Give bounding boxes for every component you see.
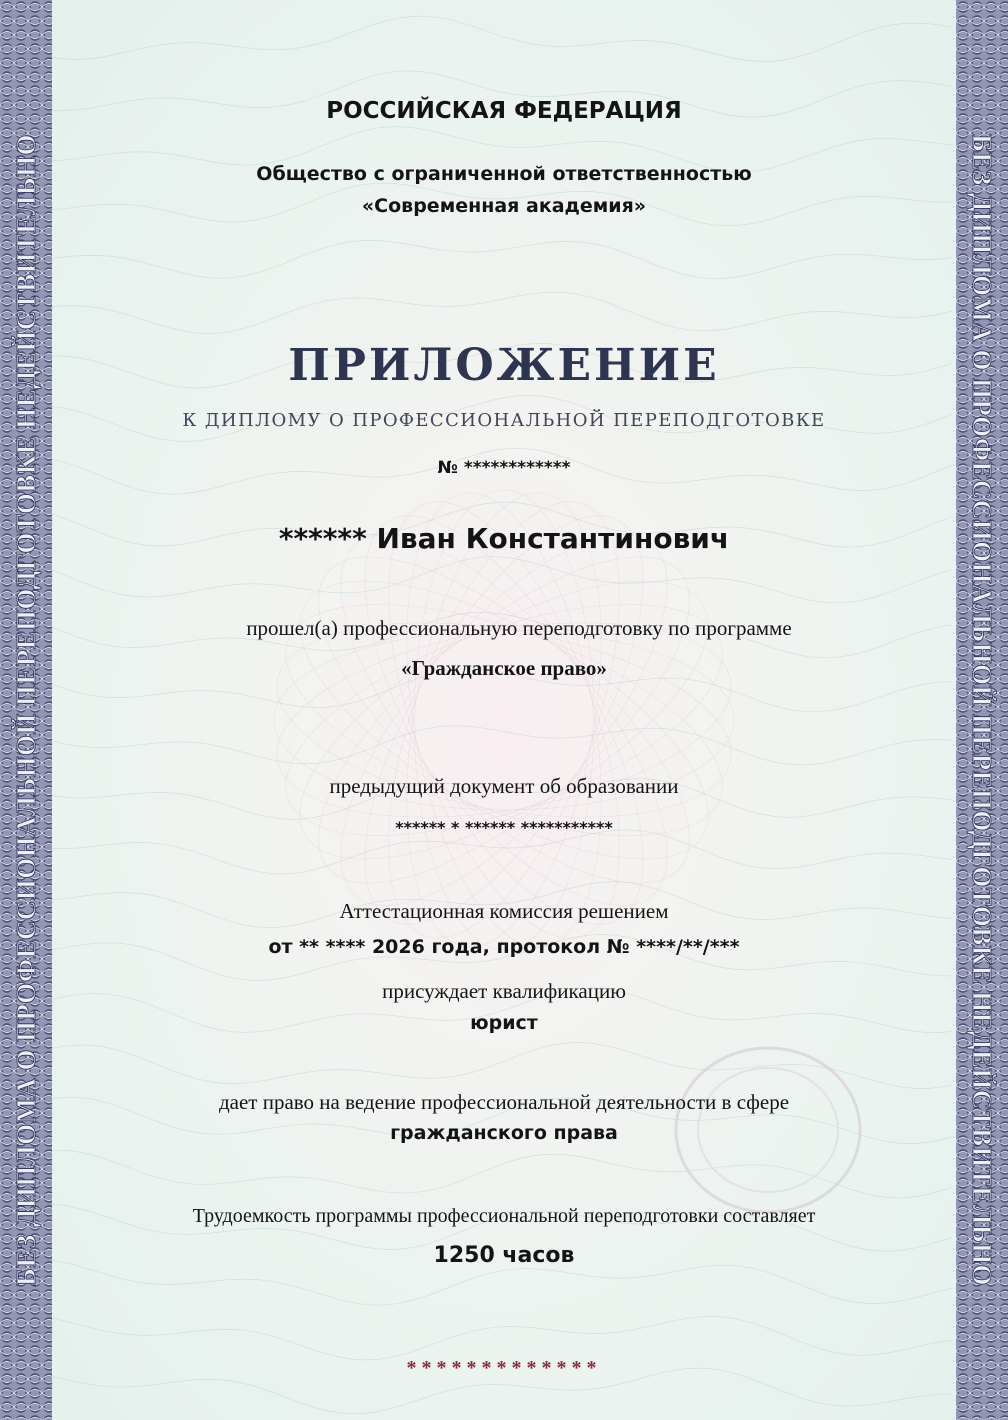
previous-document-label: предыдущий документ об образовании	[329, 774, 679, 798]
program-name: «Гражданское право»	[401, 656, 607, 680]
previous-document-value: ****** * ****** ***********	[395, 818, 613, 837]
guilloche-wave	[52, 557, 952, 603]
guilloche-wave	[52, 292, 952, 333]
organization-line-2: «Современная академия»	[361, 195, 647, 217]
right-to-practice-text: дает право на ведение профессиональной деятельности в сфере	[218, 1090, 790, 1114]
qualification-text: присуждает квалификацию	[382, 979, 626, 1003]
rosette-loop	[414, 490, 594, 950]
country-heading: РОССИЙСКАЯ ФЕДЕРАЦИЯ	[326, 98, 682, 124]
completed-text: прошел(а) профессиональную переподготовку по программе	[246, 616, 792, 640]
program-hours-text: Трудоемкость программы профессиональной переподготовки составляет	[192, 1205, 816, 1227]
guilloche-wave	[52, 16, 952, 61]
program-hours-value: 1250 часов	[433, 1243, 575, 1268]
rosette-loop	[287, 486, 721, 954]
left-border-text: БЕЗ ДИПЛОМА О ПРОФЕССИОНАЛЬНОЙ ПЕРЕПОДГОТОВКЕ НЕДЕЙСТВИТЕЛЬНО	[10, 134, 41, 1286]
guilloche-wave	[52, 1316, 952, 1360]
right-border-text: БЕЗ ДИПЛОМА О ПРОФЕССИОНАЛЬНОЙ ПЕРЕПОДГОТОВКЕ НЕДЕЙСТВИТЕЛЬНО	[967, 134, 998, 1286]
rosette-loop	[270, 503, 738, 937]
practice-sphere: гражданского права	[390, 1122, 618, 1144]
organization-line-1: Общество с ограниченной ответственностью	[256, 163, 752, 185]
rosette-loop	[287, 486, 721, 954]
commission-decision: от ** **** 2026 года, протокол № ****/**/***	[268, 936, 740, 958]
guilloche-wave	[52, 726, 952, 765]
guilloche-wave	[52, 240, 952, 278]
rosette-loop	[270, 503, 738, 937]
document-subtitle: К ДИПЛОМУ О ПРОФЕССИОНАЛЬНОЙ ПЕРЕПОДГОТОВКЕ	[182, 410, 826, 431]
qualification-value: юрист	[470, 1012, 538, 1034]
footer-stars: *************	[406, 1357, 602, 1379]
commission-text: Аттестационная комиссия решением	[339, 899, 669, 923]
person-name: ****** Иван Константинович	[278, 522, 730, 555]
document-title: ПРИЛОЖЕНИЕ	[288, 340, 720, 391]
document-number: № ************	[437, 458, 571, 478]
